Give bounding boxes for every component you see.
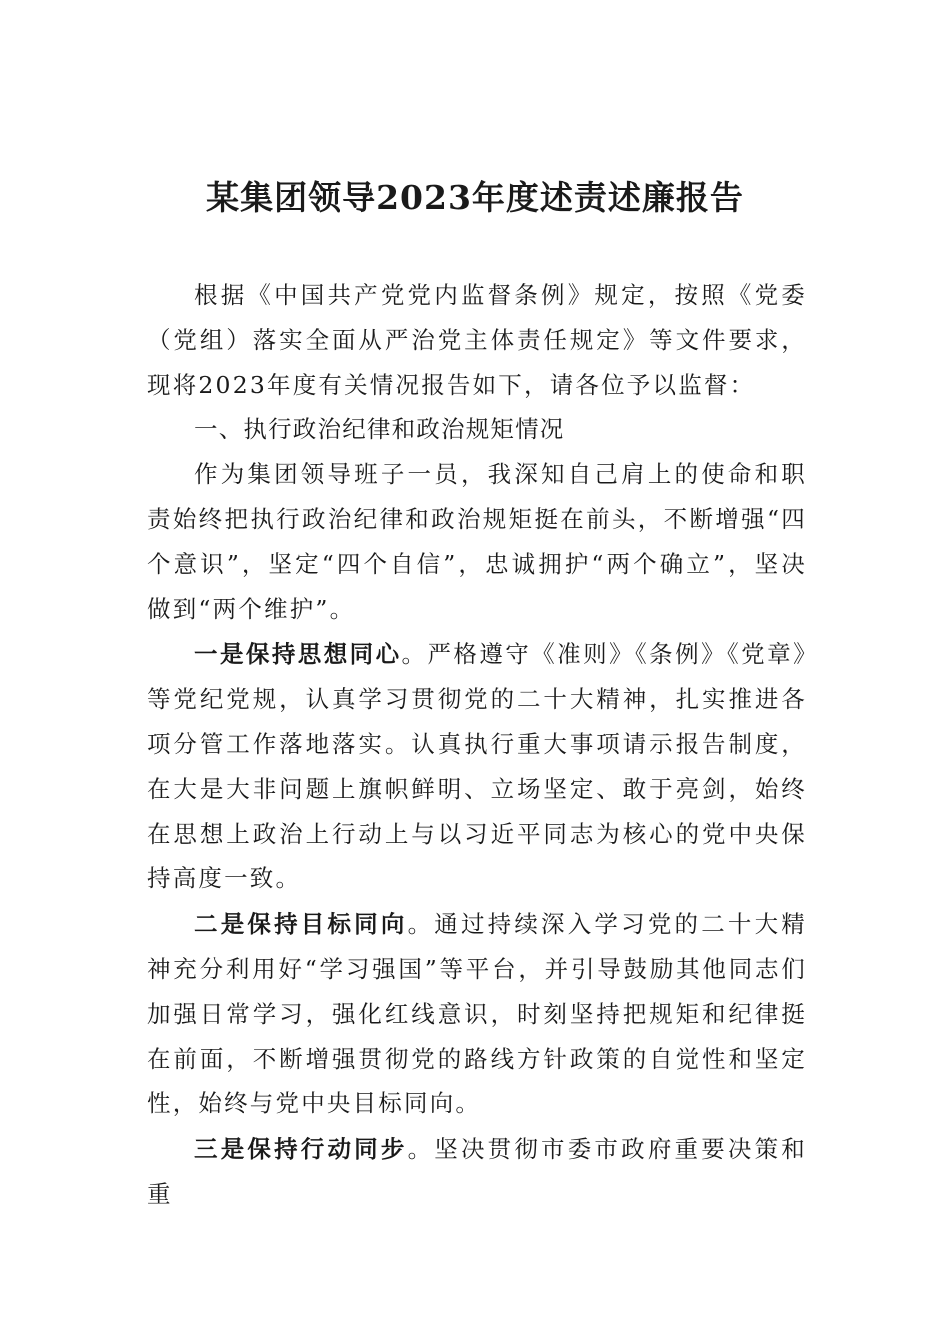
- point-lead-2: 二是保持目标同向: [194, 910, 408, 939]
- point-lead-3: 三是保持行动同步: [194, 1135, 408, 1164]
- intro-paragraph: 根据《中国共产党党内监督条例》规定，按照《党委（党组）落实全面从严治党主体责任规定》等文件要求，现将2023年度有关情况报告如下，请各位予以监督：: [147, 281, 807, 399]
- section-paragraph: 作为集团领导班子一员，我深知自己肩上的使命和职责始终把执行政治纪律和政治规矩挺在前头，不断增强“四个意识”，坚定“四个自信”，忠诚拥护“两个确立”，坚决做到“两个维护”。: [147, 460, 807, 623]
- point-paragraph-1: [147, 632, 807, 901]
- point-paragraph-3: [147, 1127, 807, 1217]
- point-text-1: 。严格遵守《准则》《条例》《党章》等党纪党规，认真学习贯彻党的二十大精神，扎实推进各项分管工作落地落实。认真执行重大事项请示报告制度，在大是大非问题上旗帜鲜明、立场坚定、敢于亮剑，始终在思想上政治上行动上与以习近平同志为核心的党中央保持高度一致。: [147, 640, 807, 893]
- point-text-3: 。坚决贯彻市委市政府重要决策和重: [147, 1135, 807, 1208]
- point-lead-1: 一是保持思想同心: [194, 640, 402, 669]
- document-title: 某集团领导2023年度述责述廉报告: [206, 178, 744, 217]
- section-heading: 一、执行政治纪律和政治规矩情况: [194, 415, 565, 444]
- document-body: [147, 273, 807, 1217]
- point-text-2: 。通过持续深入学习党的二十大精神充分利用好“学习强国”等平台，并引导鼓励其他同志们加强日常学习，强化红线意识，时刻坚持把规矩和纪律挺在前面，不断增强贯彻党的路线方针政策的自觉性和坚定性，始终与党中央目标同向。: [147, 910, 807, 1118]
- point-paragraph-2: [147, 902, 807, 1126]
